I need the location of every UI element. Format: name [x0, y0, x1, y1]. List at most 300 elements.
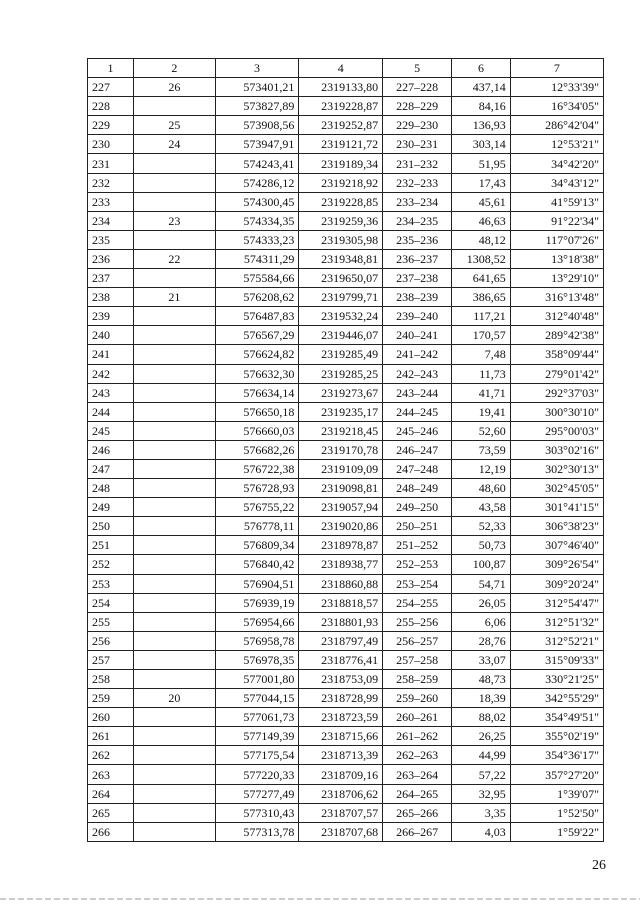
table-cell-seg: 255–256: [383, 612, 452, 631]
table-row: [88, 670, 604, 689]
table-cell-num: 247: [88, 459, 134, 478]
table-cell-ang: 312°54'47": [510, 593, 603, 612]
table-cell-y: 2319348,81: [299, 249, 383, 268]
table-cell-pt: [134, 326, 216, 345]
table-cell-y: 2319109,09: [299, 459, 383, 478]
table-cell-y: 2319252,87: [299, 116, 383, 135]
table-cell-len: 117,21: [452, 307, 511, 326]
table-cell-len: 12,19: [452, 459, 511, 478]
table-cell-num: 260: [88, 708, 134, 727]
table-cell-len: 44,99: [452, 746, 511, 765]
table-cell-x: 574334,35: [215, 211, 299, 230]
table-cell-y: 2319446,07: [299, 326, 383, 345]
table-cell-pt: [134, 307, 216, 326]
table-row: [88, 192, 604, 211]
table-cell-seg: 231–232: [383, 154, 452, 173]
table-cell-num: 236: [88, 249, 134, 268]
table-cell-x: 576778,11: [215, 517, 299, 536]
table-cell-pt: [134, 192, 216, 211]
table-cell-y: 2318978,87: [299, 536, 383, 555]
table-row: [88, 612, 604, 631]
table-cell-ang: 1°52'50": [510, 803, 603, 822]
table-cell-x: 577044,15: [215, 689, 299, 708]
table-cell-len: 48,12: [452, 230, 511, 249]
table-cell-len: 52,33: [452, 517, 511, 536]
table-cell-pt: [134, 727, 216, 746]
table-cell-num: 231: [88, 154, 134, 173]
table-cell-num: 255: [88, 612, 134, 631]
table-row: [88, 135, 604, 154]
table-cell-pt: 24: [134, 135, 216, 154]
table-row: [88, 650, 604, 669]
table-cell-pt: [134, 479, 216, 498]
table-cell-num: 238: [88, 288, 134, 307]
table-cell-seg: 248–249: [383, 479, 452, 498]
table-cell-ang: 16°34'05": [510, 97, 603, 116]
table-cell-y: 2318860,88: [299, 574, 383, 593]
table-cell-x: 576487,83: [215, 307, 299, 326]
table-cell-ang: 1°59'22": [510, 822, 603, 841]
table-cell-ang: 295°00'03": [510, 421, 603, 440]
table-cell-x: 576755,22: [215, 498, 299, 517]
table-cell-x: 576809,34: [215, 536, 299, 555]
table-cell-len: 170,57: [452, 326, 511, 345]
table-cell-x: 576904,51: [215, 574, 299, 593]
table-cell-pt: [134, 536, 216, 555]
table-cell-num: 237: [88, 269, 134, 288]
table-cell-y: 2318818,57: [299, 593, 383, 612]
table-cell-x: 575584,66: [215, 269, 299, 288]
table-cell-x: 576624,82: [215, 345, 299, 364]
table-cell-pt: [134, 269, 216, 288]
column-header: 2: [134, 59, 216, 78]
table-row: [88, 211, 604, 230]
table-cell-len: 88,02: [452, 708, 511, 727]
table-cell-len: 26,25: [452, 727, 511, 746]
table-cell-y: 2318801,93: [299, 612, 383, 631]
table-cell-ang: 303°02'16": [510, 440, 603, 459]
table-cell-y: 2318709,16: [299, 765, 383, 784]
column-header: 3: [215, 59, 299, 78]
table-cell-pt: 22: [134, 249, 216, 268]
table-cell-len: 52,60: [452, 421, 511, 440]
table-cell-pt: [134, 822, 216, 841]
table-cell-num: 261: [88, 727, 134, 746]
table-cell-x: 576634,14: [215, 383, 299, 402]
table-cell-y: 2319259,36: [299, 211, 383, 230]
table-cell-seg: 256–257: [383, 631, 452, 650]
table-cell-pt: [134, 498, 216, 517]
table-cell-pt: [134, 765, 216, 784]
table-cell-pt: [134, 803, 216, 822]
table-cell-x: 576939,19: [215, 593, 299, 612]
column-header: 1: [88, 59, 134, 78]
table-cell-seg: 238–239: [383, 288, 452, 307]
table-cell-ang: 307°46'40": [510, 536, 603, 555]
table-cell-pt: [134, 97, 216, 116]
page-number: 26: [592, 858, 606, 873]
table-cell-y: 2318776,41: [299, 650, 383, 669]
table-cell-seg: 228–229: [383, 97, 452, 116]
table-cell-ang: 13°29'10": [510, 269, 603, 288]
table-cell-seg: 259–260: [383, 689, 452, 708]
table-cell-len: 45,61: [452, 192, 511, 211]
table-cell-y: 2319189,34: [299, 154, 383, 173]
table-cell-pt: [134, 670, 216, 689]
table-cell-num: 230: [88, 135, 134, 154]
table-cell-y: 2319799,71: [299, 288, 383, 307]
table-cell-seg: 253–254: [383, 574, 452, 593]
table-cell-y: 2319121,72: [299, 135, 383, 154]
table-cell-ang: 306°38'23": [510, 517, 603, 536]
table-cell-seg: 250–251: [383, 517, 452, 536]
column-header: 7: [510, 59, 603, 78]
table-cell-x: 577061,73: [215, 708, 299, 727]
table-cell-y: 2319273,67: [299, 383, 383, 402]
table-cell-x: 576958,78: [215, 631, 299, 650]
table-cell-num: 228: [88, 97, 134, 116]
table-cell-ang: 302°45'05": [510, 479, 603, 498]
table-row: [88, 555, 604, 574]
table-cell-seg: 240–241: [383, 326, 452, 345]
table-row: [88, 689, 604, 708]
table-cell-ang: 91°22'34": [510, 211, 603, 230]
table-cell-x: 573947,91: [215, 135, 299, 154]
table-cell-pt: [134, 440, 216, 459]
table-cell-num: 243: [88, 383, 134, 402]
table-row: [88, 307, 604, 326]
table-cell-len: 43,58: [452, 498, 511, 517]
table-cell-num: 232: [88, 173, 134, 192]
table-cell-pt: 25: [134, 116, 216, 135]
table-cell-y: 2319285,25: [299, 364, 383, 383]
table-cell-y: 2318797,49: [299, 631, 383, 650]
table-cell-x: 576660,03: [215, 421, 299, 440]
table-cell-seg: 261–262: [383, 727, 452, 746]
table-row: [88, 784, 604, 803]
table-cell-ang: 354°36'17": [510, 746, 603, 765]
table-row: [88, 402, 604, 421]
table-cell-x: 576840,42: [215, 555, 299, 574]
table-cell-pt: [134, 555, 216, 574]
table-cell-seg: 263–264: [383, 765, 452, 784]
table-cell-ang: 286°42'04": [510, 116, 603, 135]
table-cell-ang: 315°09'33": [510, 650, 603, 669]
table-cell-ang: 279°01'42": [510, 364, 603, 383]
table-cell-num: 256: [88, 631, 134, 650]
table-cell-len: 32,95: [452, 784, 511, 803]
table-cell-num: 250: [88, 517, 134, 536]
table-cell-y: 2318715,66: [299, 727, 383, 746]
table-cell-len: 19,41: [452, 402, 511, 421]
table-cell-ang: 330°21'25": [510, 670, 603, 689]
table-row: [88, 78, 604, 97]
table-cell-x: 576567,29: [215, 326, 299, 345]
table-cell-pt: 26: [134, 78, 216, 97]
table-cell-ang: 34°43'12": [510, 173, 603, 192]
table-cell-len: 73,59: [452, 440, 511, 459]
table-cell-num: 265: [88, 803, 134, 822]
table-cell-len: 303,14: [452, 135, 511, 154]
table-row: [88, 822, 604, 841]
table-cell-ang: 309°20'24": [510, 574, 603, 593]
table-cell-num: 245: [88, 421, 134, 440]
table-cell-y: 2318707,68: [299, 822, 383, 841]
table-cell-len: 4,03: [452, 822, 511, 841]
table-row: [88, 173, 604, 192]
table-row: [88, 479, 604, 498]
table-cell-seg: 249–250: [383, 498, 452, 517]
table-cell-ang: 41°59'13": [510, 192, 603, 211]
table-cell-ang: 342°55'29": [510, 689, 603, 708]
table-cell-x: 574311,29: [215, 249, 299, 268]
table-cell-pt: [134, 459, 216, 478]
table-row: [88, 459, 604, 478]
table-cell-num: 233: [88, 192, 134, 211]
table-row: [88, 364, 604, 383]
table-cell-len: 386,65: [452, 288, 511, 307]
table-row: [88, 249, 604, 268]
table-cell-len: 437,14: [452, 78, 511, 97]
table-cell-pt: [134, 173, 216, 192]
table-cell-x: 576978,35: [215, 650, 299, 669]
table-cell-y: 2319170,78: [299, 440, 383, 459]
table-cell-seg: 233–234: [383, 192, 452, 211]
table-cell-num: 246: [88, 440, 134, 459]
table-cell-seg: 251–252: [383, 536, 452, 555]
table-row: [88, 116, 604, 135]
table-cell-len: 26,05: [452, 593, 511, 612]
table-cell-num: 235: [88, 230, 134, 249]
table-row: [88, 708, 604, 727]
table-cell-pt: [134, 746, 216, 765]
table-row: [88, 574, 604, 593]
table-cell-len: 136,93: [452, 116, 511, 135]
table-row: [88, 345, 604, 364]
table-cell-y: 2319285,49: [299, 345, 383, 364]
table-cell-len: 84,16: [452, 97, 511, 116]
table-cell-x: 576722,38: [215, 459, 299, 478]
table-cell-seg: 239–240: [383, 307, 452, 326]
table-cell-len: 17,43: [452, 173, 511, 192]
table-cell-x: 577175,54: [215, 746, 299, 765]
table-cell-pt: [134, 364, 216, 383]
column-header: 5: [383, 59, 452, 78]
table-cell-pt: [134, 402, 216, 421]
column-header: 4: [299, 59, 383, 78]
table-cell-ang: 13°18'38": [510, 249, 603, 268]
table-cell-seg: 243–244: [383, 383, 452, 402]
table-cell-seg: 252–253: [383, 555, 452, 574]
table-cell-seg: 242–243: [383, 364, 452, 383]
table-cell-pt: [134, 708, 216, 727]
table-cell-pt: [134, 383, 216, 402]
table-cell-len: 46,63: [452, 211, 511, 230]
table-cell-num: 253: [88, 574, 134, 593]
table-cell-seg: 265–266: [383, 803, 452, 822]
table-cell-seg: 232–233: [383, 173, 452, 192]
table-cell-pt: [134, 593, 216, 612]
table-cell-num: 263: [88, 765, 134, 784]
table-row: [88, 593, 604, 612]
table-cell-seg: 236–237: [383, 249, 452, 268]
table-cell-seg: 254–255: [383, 593, 452, 612]
table-cell-y: 2319650,07: [299, 269, 383, 288]
table-cell-x: 574243,41: [215, 154, 299, 173]
table-cell-len: 48,73: [452, 670, 511, 689]
table-cell-x: 574286,12: [215, 173, 299, 192]
table-cell-num: 244: [88, 402, 134, 421]
table-cell-x: 577277,49: [215, 784, 299, 803]
table-cell-ang: 312°51'32": [510, 612, 603, 631]
table-cell-ang: 12°53'21": [510, 135, 603, 154]
table-cell-y: 2318723,59: [299, 708, 383, 727]
table-cell-y: 2319305,98: [299, 230, 383, 249]
table-cell-ang: 355°02'19": [510, 727, 603, 746]
table-cell-x: 573827,89: [215, 97, 299, 116]
table-cell-len: 54,71: [452, 574, 511, 593]
table-cell-num: 249: [88, 498, 134, 517]
table-row: [88, 727, 604, 746]
table-cell-pt: 23: [134, 211, 216, 230]
table-cell-num: 259: [88, 689, 134, 708]
table-cell-y: 2318713,39: [299, 746, 383, 765]
table-cell-ang: 357°27'20": [510, 765, 603, 784]
table-cell-pt: [134, 345, 216, 364]
table-cell-x: 576650,18: [215, 402, 299, 421]
table-cell-seg: 229–230: [383, 116, 452, 135]
table-cell-y: 2318706,62: [299, 784, 383, 803]
table-row: [88, 746, 604, 765]
table-cell-x: 576208,62: [215, 288, 299, 307]
table-cell-seg: 237–238: [383, 269, 452, 288]
coordinates-table: [87, 58, 604, 842]
table-cell-seg: 266–267: [383, 822, 452, 841]
table-cell-len: 11,73: [452, 364, 511, 383]
table-cell-x: 577149,39: [215, 727, 299, 746]
table-cell-x: 573908,56: [215, 116, 299, 135]
table-cell-y: 2318728,99: [299, 689, 383, 708]
table-cell-ang: 312°40'48": [510, 307, 603, 326]
table-row: [88, 498, 604, 517]
table-cell-y: 2319218,92: [299, 173, 383, 192]
table-cell-x: 576954,66: [215, 612, 299, 631]
table-cell-num: 227: [88, 78, 134, 97]
table-cell-ang: 300°30'10": [510, 402, 603, 421]
table-cell-num: 229: [88, 116, 134, 135]
table-row: [88, 536, 604, 555]
table-cell-x: 576728,93: [215, 479, 299, 498]
table-cell-len: 50,73: [452, 536, 511, 555]
table-cell-ang: 312°52'21": [510, 631, 603, 650]
table-cell-num: 262: [88, 746, 134, 765]
column-header: 6: [452, 59, 511, 78]
table-cell-ang: 34°42'20": [510, 154, 603, 173]
table-cell-seg: 260–261: [383, 708, 452, 727]
table-cell-num: 241: [88, 345, 134, 364]
table-cell-x: 577313,78: [215, 822, 299, 841]
table-cell-len: 100,87: [452, 555, 511, 574]
table-cell-pt: [134, 631, 216, 650]
table-cell-len: 3,35: [452, 803, 511, 822]
table-cell-x: 574300,45: [215, 192, 299, 211]
table-cell-pt: 20: [134, 689, 216, 708]
table-cell-y: 2318938,77: [299, 555, 383, 574]
table-cell-len: 7,48: [452, 345, 511, 364]
table-cell-len: 57,22: [452, 765, 511, 784]
table-cell-pt: [134, 421, 216, 440]
table-cell-y: 2319532,24: [299, 307, 383, 326]
table-cell-y: 2318707,57: [299, 803, 383, 822]
table-cell-y: 2319057,94: [299, 498, 383, 517]
table-cell-y: 2318753,09: [299, 670, 383, 689]
table-cell-x: 576682,26: [215, 440, 299, 459]
table-cell-num: 239: [88, 307, 134, 326]
table-row: [88, 97, 604, 116]
table-cell-num: 258: [88, 670, 134, 689]
table-cell-num: 242: [88, 364, 134, 383]
table-cell-len: 641,65: [452, 269, 511, 288]
table-cell-pt: 21: [134, 288, 216, 307]
table-cell-seg: 258–259: [383, 670, 452, 689]
table-cell-num: 266: [88, 822, 134, 841]
table-cell-ang: 117°07'26": [510, 230, 603, 249]
table-cell-len: 51,95: [452, 154, 511, 173]
table-cell-x: 577310,43: [215, 803, 299, 822]
table-cell-num: 251: [88, 536, 134, 555]
table-row: [88, 765, 604, 784]
table-cell-seg: 241–242: [383, 345, 452, 364]
table-cell-seg: 227–228: [383, 78, 452, 97]
table-cell-pt: [134, 612, 216, 631]
table-row: [88, 631, 604, 650]
table-cell-num: 252: [88, 555, 134, 574]
table-cell-pt: [134, 784, 216, 803]
table-cell-pt: [134, 154, 216, 173]
table-row: [88, 440, 604, 459]
table-cell-y: 2319228,85: [299, 192, 383, 211]
table-cell-num: 264: [88, 784, 134, 803]
table-cell-ang: 292°37'03": [510, 383, 603, 402]
table-cell-seg: 235–236: [383, 230, 452, 249]
table-cell-seg: 245–246: [383, 421, 452, 440]
table-cell-ang: 1°39'07": [510, 784, 603, 803]
table-cell-pt: [134, 650, 216, 669]
table-cell-seg: 234–235: [383, 211, 452, 230]
table-cell-x: 577001,80: [215, 670, 299, 689]
table-cell-ang: 309°26'54": [510, 555, 603, 574]
table-cell-len: 6,06: [452, 612, 511, 631]
table-cell-num: 257: [88, 650, 134, 669]
table-cell-y: 2319228,87: [299, 97, 383, 116]
table-cell-ang: 289°42'38": [510, 326, 603, 345]
table-cell-num: 240: [88, 326, 134, 345]
table-cell-y: 2319235,17: [299, 402, 383, 421]
table-cell-ang: 354°49'51": [510, 708, 603, 727]
table-cell-ang: 301°41'15": [510, 498, 603, 517]
table-cell-pt: [134, 230, 216, 249]
table-cell-seg: 262–263: [383, 746, 452, 765]
table-cell-pt: [134, 517, 216, 536]
table-cell-num: 234: [88, 211, 134, 230]
table-cell-len: 1308,52: [452, 249, 511, 268]
table-row: [88, 154, 604, 173]
table-row: [88, 230, 604, 249]
table-row: [88, 383, 604, 402]
table-cell-pt: [134, 574, 216, 593]
table-row: [88, 517, 604, 536]
table-cell-seg: 246–247: [383, 440, 452, 459]
